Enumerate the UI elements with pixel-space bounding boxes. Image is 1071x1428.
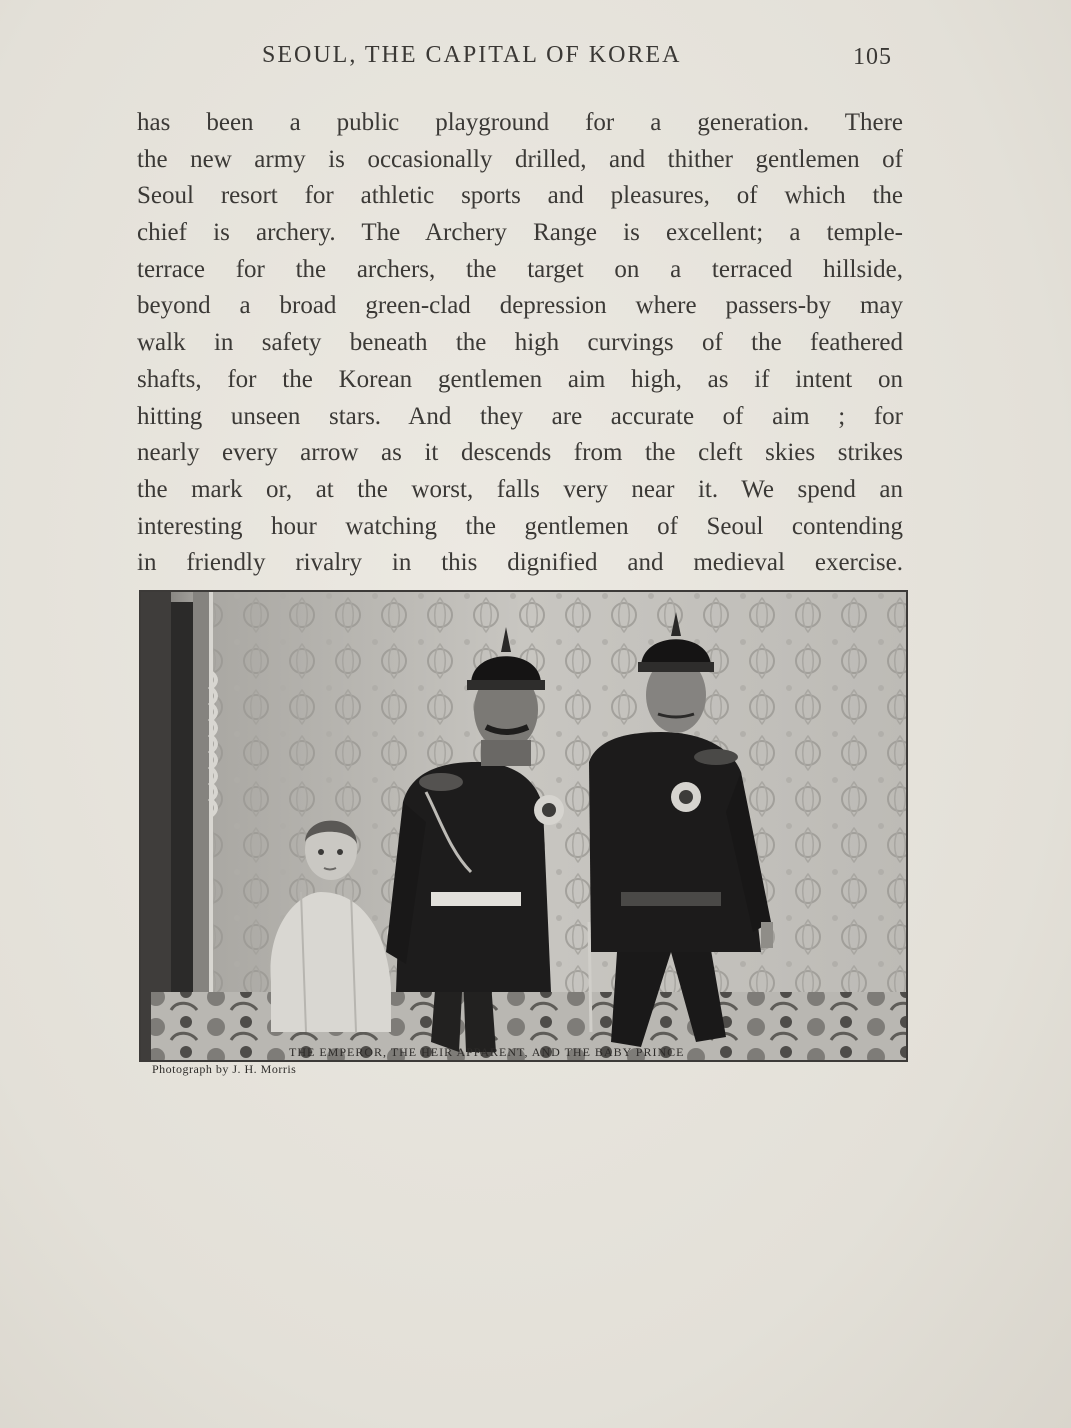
text-line: the mark or, at the worst, falls very near it. We spend an — [137, 475, 903, 503]
page-number: 105 — [853, 44, 892, 70]
text-line: interesting hour watching the gentlemen of Seoul contending — [137, 512, 903, 540]
photograph-plate — [139, 590, 908, 1062]
text-line: shafts, for the Korean gentlemen aim high, as if intent on — [137, 365, 903, 393]
text-line: has been a public playground for a generation. There — [137, 109, 903, 136]
text-line: in friendly rivalry in this dignified and medieval exercise. — [137, 549, 903, 577]
photo-credit: Photograph by J. H. Morris — [152, 1062, 297, 1076]
text-line: Seoul resort for athletic sports and pleasures, of which the — [137, 182, 903, 210]
text-line: beyond a broad green-clad depression where passers-by may — [137, 292, 903, 320]
running-head-title: SEOUL, THE CAPITAL OF KOREA — [262, 42, 682, 68]
text-line: hitting unseen stars. And they are accurate of aim ; for — [137, 402, 903, 430]
text-line: the new army is occasionally drilled, and thither gentlemen of — [137, 145, 903, 173]
text-line: walk in safety beneath the high curvings of the feathered — [137, 329, 903, 357]
text-line: nearly every arrow as it descends from the cleft skies strikes — [137, 439, 903, 467]
running-head — [262, 42, 892, 78]
text-line: chief is archery. The Archery Range is excellent; a temple- — [137, 219, 903, 247]
body-text — [137, 105, 903, 582]
photograph-illustration — [141, 592, 906, 1060]
photo-caption: THE EMPEROR, THE HEIR APPARENT, AND THE BABY PRINCE — [289, 1045, 685, 1059]
text-line: terrace for the archers, the target on a terraced hillside, — [137, 255, 903, 283]
